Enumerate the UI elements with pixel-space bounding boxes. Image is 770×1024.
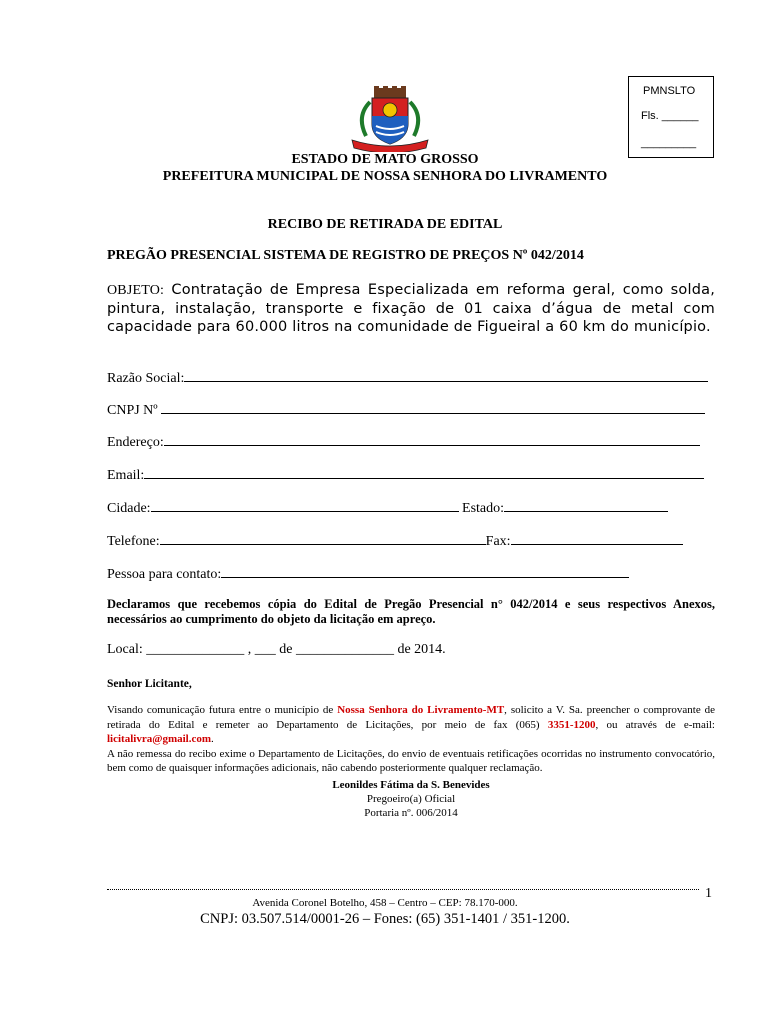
email-label: Email:	[107, 468, 145, 483]
stamp-signature-line: _________	[641, 137, 697, 149]
fax-line[interactable]	[511, 532, 683, 545]
stamp-org: PMNSLTO	[643, 85, 696, 97]
fax-number-highlight: 3351-1200	[547, 718, 596, 731]
razao-social-line[interactable]	[184, 369, 708, 382]
declaration-paragraph: Declaramos que recebemos cópia do Edital de Pregão Presencial n° 042/2014 e seus respectivos Anexos, necessários ao cumprimento do objeto da licitação em apreço.	[107, 597, 715, 626]
email-link[interactable]: licitalivra@gmail.com	[107, 733, 212, 745]
city-highlight: Nossa Senhora do Livramento-MT	[337, 704, 505, 716]
footer-divider	[107, 889, 699, 890]
municipality-heading: PREFEITURA MUNICIPAL DE NOSSA SENHORA DO LIVRAMENTO	[162, 169, 608, 184]
notice-text: .	[211, 733, 214, 745]
cnpj-label: CNPJ Nº	[107, 403, 158, 418]
pessoa-contato-line[interactable]	[221, 565, 629, 578]
razao-social-field[interactable]	[107, 369, 708, 387]
endereco-label: Endereço:	[107, 435, 164, 450]
notice-paragraph	[107, 703, 715, 820]
state-heading: ESTADO DE MATO GROSSO	[291, 152, 479, 167]
stamp-folio: Fls. ______	[641, 110, 699, 122]
telefone-fax-field[interactable]	[107, 532, 683, 550]
notice-paragraph-2: A não remessa do recibo exime o Departamento de Licitações, do envio de eventuais retificações ocorridas no instrumento convocatório, bem como de quaisquer informações adicionais, não cabendo posteriormente qualquer reclamação.	[107, 747, 715, 774]
protocol-stamp-box	[628, 76, 714, 158]
signatory-name: Leonildes Fátima da S. Benevides	[332, 778, 490, 791]
objeto-label: OBJETO:	[107, 283, 165, 298]
municipal-crest-icon	[346, 86, 434, 152]
endereco-field[interactable]	[107, 433, 700, 451]
cnpj-line[interactable]	[161, 401, 705, 414]
fax-label: Fax:	[485, 534, 511, 549]
endereco-line[interactable]	[164, 433, 700, 446]
local-date-line: Local: ______________ , ___ de ______________ de 2014.	[107, 642, 446, 657]
page-number: 1	[705, 886, 712, 901]
telefone-label: Telefone:	[107, 534, 160, 549]
footer-contact: CNPJ: 03.507.514/0001-26 – Fones: (65) 351-1401 / 351-1200.	[200, 911, 570, 927]
notice-paragraph-1	[107, 703, 715, 747]
objeto-paragraph	[107, 281, 715, 336]
pessoa-contato-label: Pessoa para contato:	[107, 567, 222, 582]
telefone-line[interactable]	[160, 532, 486, 545]
cidade-label: Cidade:	[107, 501, 151, 516]
razao-social-label: Razão Social:	[107, 371, 185, 386]
cnpj-field[interactable]	[107, 401, 705, 419]
signature-block	[107, 778, 715, 820]
document-title: RECIBO DE RETIRADA DE EDITAL	[267, 217, 503, 232]
estado-line[interactable]	[504, 499, 668, 512]
salutation: Senhor Licitante,	[107, 678, 192, 690]
notice-text: Visando comunicação futura entre o município de	[107, 704, 338, 716]
pregao-reference: PREGÃO PRESENCIAL SISTEMA DE REGISTRO DE PREÇOS Nº 042/2014	[107, 248, 584, 263]
email-line[interactable]	[144, 466, 704, 479]
objeto-text: Contratação de Empresa Especializada em reforma geral, como solda, pintura, instalação, transporte e fixação de 01 caixa d’água de metal com capacidade para 60.000 litros na comunidade de Figueiral a 60 km do município.	[107, 282, 715, 335]
email-field[interactable]	[107, 466, 704, 484]
footer-address: Avenida Coronel Botelho, 458 – Centro – CEP: 78.170-000.	[252, 897, 518, 909]
signatory-role: Pregoeiro(a) Oficial	[366, 792, 456, 805]
pessoa-contato-field[interactable]	[107, 565, 629, 583]
cidade-line[interactable]	[151, 499, 459, 512]
estado-label: Estado:	[462, 501, 505, 516]
notice-text: , ou através de e-mail:	[595, 718, 715, 731]
notice-text: , solicito a V. Sa. preencher o comprovante de retirada do Edital e remeter ao Departamento de Licitações, por meio de fax (065)	[107, 704, 716, 731]
cidade-estado-field[interactable]	[107, 499, 668, 517]
signatory-portaria: Portaria nº. 006/2014	[364, 806, 458, 819]
